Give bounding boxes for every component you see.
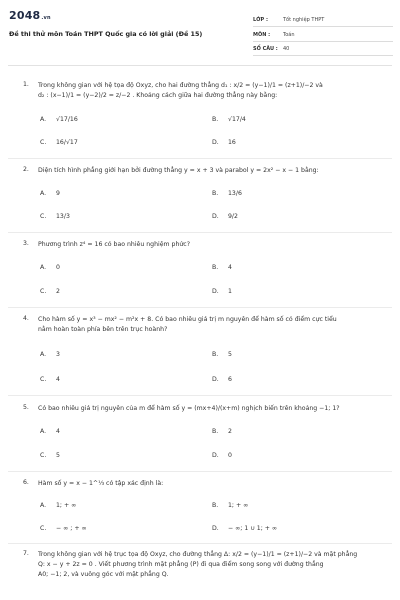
question-number: 2. (23, 166, 29, 173)
question-number: 3. (23, 240, 29, 247)
question-line: Phương trình z⁴ = 16 có bao nhiêu nghiệm phức? (38, 241, 190, 248)
meta-subject-row (253, 29, 393, 42)
meta-count-row (253, 43, 393, 56)
site-logo[interactable]: 2048.vn (9, 9, 51, 22)
meta-class-label: LỚP : (253, 17, 268, 23)
question-text (38, 166, 368, 176)
meta-count-value: 40 (283, 46, 290, 52)
question-separator (8, 232, 392, 233)
question-separator (8, 395, 392, 396)
meta-subject-value: Toán (283, 32, 295, 38)
meta-class-row (253, 14, 393, 27)
question-line: Cho hàm số y = x³ − mx² − m²x + 8. Có bao nhiêu giá trị m nguyên để hàm số có điểm cực tiểu (38, 316, 337, 323)
question-line: Trong không gian với hệ trục tọa độ Oxyz, cho đường thẳng Δ: x/2 = (y−1)/1 = (z+1)/−2 và mặt phẳng (38, 551, 358, 558)
question-text (38, 81, 368, 101)
question-number: 4. (23, 315, 29, 322)
question-line: Trong không gian với hệ tọa độ Oxyz, cho hai đường thẳng d₁ : x/2 = (y−1)/1 = (z+1)/−2 và (38, 82, 323, 89)
header-divider (8, 65, 392, 66)
question-line: Hàm số y = x − 1^⅓ có tập xác định là: (38, 480, 164, 487)
question-line: d₂ : (x−1)/1 = (y−2)/2 = z/−2 . Khoảng cách giữa hai đường thẳng này bằng: (38, 92, 278, 99)
question-separator (8, 543, 392, 544)
question-text (38, 240, 368, 250)
question-line: Có bao nhiêu giá trị nguyên của m để hàm số y = (mx+4)/(x+m) nghịch biến trên khoảng −1; 1? (38, 405, 340, 412)
question-line: nằm hoàn toàn phía bên trên trục hoành? (38, 326, 168, 333)
meta-subject-label: MÔN : (253, 32, 271, 38)
question-separator (8, 471, 392, 472)
question-text (38, 404, 368, 414)
question-number: 5. (23, 404, 29, 411)
question-number: 7. (23, 550, 29, 557)
meta-count-label: SỐ CÂU : (253, 46, 278, 52)
exam-title: Đề thi thử môn Toán THPT Quốc gia có lời giải (Đề 15) (9, 30, 203, 38)
question-line: A0; −1; 2, và vuông góc với mặt phẳng Q. (38, 571, 169, 578)
meta-class-value: Tốt nghiệp THPT (283, 17, 325, 23)
exam-header (0, 0, 400, 66)
question-line: Diện tích hình phẳng giới hạn bởi đường thẳng y = x + 3 và parabol y = 2x² − x − 1 bằng: (38, 167, 319, 174)
question-number: 6. (23, 479, 29, 486)
question-text (38, 315, 368, 335)
question-text (38, 550, 368, 580)
question-line: Q: x − y + 2z = 0 . Viết phương trình mặt phẳng (P) đi qua điểm song song với đường thẳng (38, 561, 324, 568)
question-separator (8, 307, 392, 308)
question-number: 1. (23, 81, 29, 88)
question-separator (8, 158, 392, 159)
question-text (38, 479, 368, 489)
